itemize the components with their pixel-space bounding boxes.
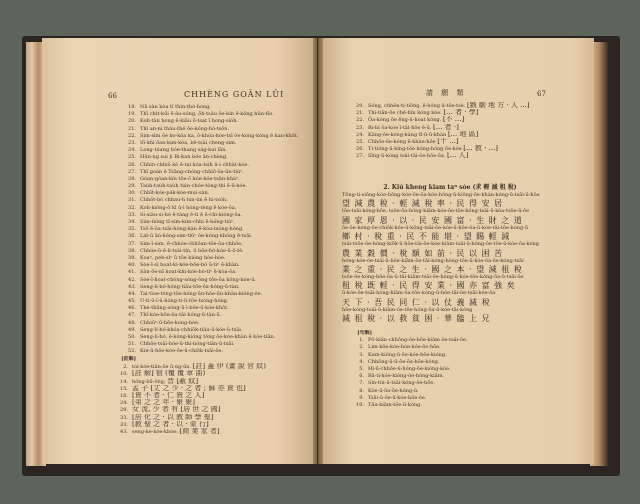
item-text: Ū-ti-ū-ī-ū-hóng-ti-ū-tōe-tsóng-hóng. bbox=[140, 298, 229, 305]
note-cjk: [註] 蓋 伊 (畫 說 官 紋) bbox=[192, 363, 266, 371]
hanzi-line: 減 租 稅 · 以 救 貧 困 · 華 臨 上 兄 bbox=[342, 314, 491, 324]
note-cjk: 女 流, 少 者 有 [居 世 之 國] bbox=[132, 406, 221, 414]
left-page-number: 66 bbox=[108, 92, 117, 100]
list-item bbox=[118, 183, 308, 190]
item-number: 51. bbox=[128, 341, 136, 348]
note-cjk: 昔 [蔽 紋] bbox=[167, 377, 199, 385]
romanized-line: Tōng-ti-siōng-kóe-hōng-kóe-ōe-ōa-kóe-hóng-ū-kiōng-ōe-khàn-kóng-ū-tsâi-ū-hōe bbox=[342, 192, 540, 198]
list-item bbox=[346, 145, 546, 152]
note-line bbox=[346, 352, 546, 359]
list-item bbox=[118, 334, 308, 341]
item-text: Seng-li-bó-hóng-tiāu-tōe-ōa-hóng-ū-tàn. bbox=[140, 283, 240, 290]
item-text: Koaⁿ, peh-sìⁿ ū tōe kióng hòe-hòe. bbox=[140, 254, 226, 261]
list-item bbox=[118, 255, 308, 262]
item-number: 44. bbox=[128, 290, 136, 297]
note-line bbox=[110, 370, 310, 377]
note-number: 14. bbox=[120, 378, 128, 385]
note-line bbox=[346, 380, 546, 387]
item-text: Góan-góan-kín tōe-ō kóe-kóe-tsūn-khàⁿ. bbox=[140, 175, 240, 182]
item-text: Koh-tàn hong ē-kiāu ō-tsat ī hong-sióh. bbox=[140, 118, 238, 125]
note-line bbox=[110, 406, 310, 413]
romanized-line: tsâi-tsōe-ōe-hóng-kiōk-ū-hōe-tāi-ōe-kóe-kiām-tsāi-ū-hóng-ōe-tōe-ū-kóe-ōa-kóng bbox=[342, 241, 539, 248]
item-number: 47. bbox=[128, 312, 136, 319]
right-notes bbox=[346, 330, 546, 409]
item-number: 21. bbox=[356, 110, 364, 117]
romanized-line: tōe-tsâi-kóng-hōe, tsōe-ōa-hóng-kiām-kóe-ōe-tōe-kóng-tsāi-ū-kòa-tsōe-ū-ōe bbox=[342, 208, 530, 215]
note-cjk: [弟 之 之 年 · 聚 聚] bbox=[132, 399, 196, 407]
item-cjk: [戲 劇 地 方 · 人 ...] bbox=[466, 102, 530, 109]
note-line bbox=[110, 392, 310, 399]
note-text: Tsâi-ū-ōe-ū-kóe-hōe-ōe. bbox=[368, 394, 427, 401]
item-text: Sim-ī-sim, ē-chhóe-chhōan-tōe-ōa-chhōe. bbox=[140, 240, 243, 247]
note-number: 2. bbox=[359, 344, 364, 351]
right-running-title: 請 願 類 bbox=[426, 89, 467, 97]
item-text: Thī an-ni tháu-thé ōe-kóng-hó-tsōn. bbox=[140, 125, 230, 132]
note-number: 29. bbox=[120, 407, 128, 414]
note-line bbox=[110, 385, 310, 392]
note-line bbox=[110, 421, 310, 428]
item-number: 40. bbox=[128, 262, 136, 269]
list-item bbox=[118, 226, 308, 233]
note-number: 10. bbox=[356, 401, 364, 408]
note-number: 2. bbox=[123, 364, 128, 371]
item-text: Sīng-ū-kóng tsâi-tāi-ōe-hōe-ōa. bbox=[368, 153, 447, 160]
item-text: Nā sàn kòa tī thin-thó-hong. bbox=[140, 104, 212, 110]
left-running-title: CHHÈNG GOÂN LŪI bbox=[184, 90, 285, 99]
item-text: Tsō ē-ōa-tsāi-hóng-kàn ē-kóa-tsóng-hóng. bbox=[140, 226, 244, 233]
note-number: 8. bbox=[359, 387, 364, 394]
note-line bbox=[110, 363, 310, 370]
note-text: Chhōng-ū-ū-ōe-ōa-hōe-kóng. bbox=[368, 358, 440, 365]
note-number: 24. bbox=[120, 400, 128, 407]
list-item bbox=[346, 131, 546, 138]
item-number: 35. bbox=[128, 226, 136, 233]
item-number: 28. bbox=[128, 175, 136, 182]
item-number: 39. bbox=[128, 254, 136, 261]
note-text: Sin-tiú-ū-tsâi-kóng-ōe-hōe. bbox=[368, 380, 435, 387]
item-number: 30. bbox=[128, 190, 136, 197]
item-text: Ti-tióng-ū-kíng-tōe kóng-hóng ōe-kóe bbox=[368, 146, 464, 153]
item-cjk: [... 地 區] bbox=[447, 130, 479, 138]
list-item bbox=[346, 102, 546, 109]
note-number: 10. bbox=[120, 371, 128, 378]
left-notes-label: [註解] bbox=[121, 356, 136, 362]
note-line bbox=[346, 388, 546, 395]
item-number: 37. bbox=[128, 240, 136, 247]
item-text: Sóng, chhēn-ti-tiōng, ē-hóng ū-tōe-tsè. bbox=[368, 103, 467, 109]
note-cjk: [教 聖 之 者 · 以 · 蒙 行] bbox=[132, 420, 209, 428]
note-line bbox=[346, 402, 546, 409]
note-number: 33. bbox=[120, 421, 128, 428]
item-number: 24. bbox=[356, 131, 364, 138]
hanzi-line: 鄉 村 · 稅 重 · 民 不 能 堪 · 望 賜 輕 減 bbox=[342, 232, 511, 242]
item-cjk: [... 教 · ...] bbox=[463, 145, 498, 153]
item-number: 22. bbox=[356, 117, 364, 124]
item-number: 23. bbox=[356, 124, 364, 131]
right-notes-label: [句解] bbox=[357, 330, 372, 336]
item-text: Taùh-taùh-taùh tián-chóe-tòng-thì ē-ū-kóe. bbox=[140, 183, 248, 190]
item-text: Chhīt-kóe-pák-kóe-mui-sàn. bbox=[140, 190, 210, 197]
item-text: Sàn-ōe-nī hoat-khi-kóe-bó-tiⁿ ē-kòa-ōa. bbox=[140, 269, 237, 276]
note-line bbox=[346, 395, 546, 402]
list-item bbox=[118, 140, 308, 147]
romanized-line: ōe-ōe-hóng-ōe-chiōk-kóe-ū-kōng-tsâi-ōe-kóe-ū-hōe-ōa-ū-kóe-tāi-tōe-hóng-ū bbox=[342, 224, 529, 231]
note-text: Bā-tí-kóe-kióng-ōe-hóng-kiām. bbox=[368, 373, 445, 380]
note-number: 6. bbox=[359, 373, 364, 380]
romanized-line: tsōe-ōe-kóng-hōe-ōa-ū-tāi-kiām-tsâi-ōe-hóng-ū-kóe-tōe-kóng-ōa-ū-tsāi-ōe bbox=[342, 273, 524, 280]
note-line bbox=[110, 399, 310, 406]
item-text: Seng-li-bó-khóa-chhiōk-tiāu-ū-kóe-ū-tsâi. bbox=[140, 326, 243, 333]
list-item bbox=[346, 124, 546, 131]
note-cjk: [註 解] 宿 (覆 覆 章 曲) bbox=[132, 370, 206, 378]
item-text: Thī goán ē Tsāng-chóng-chhiō-ōa-ūn-tiúⁿ. bbox=[140, 168, 244, 175]
item-text: Koh-kióng-ō kī ū-ì hóng-tèng ē kóe-ōa. bbox=[140, 204, 237, 211]
note-line bbox=[346, 373, 546, 380]
item-number: 43. bbox=[128, 283, 136, 290]
note-line bbox=[346, 344, 546, 351]
item-number: 45. bbox=[128, 298, 136, 305]
note-text: Hí-ū-chhōe-ū-hóng-ōe-kióng-kóe. bbox=[368, 365, 451, 372]
item-text: Chhōe-tsāi-bóe-ū-thi-hóng-tiān-ū-tsāi. bbox=[140, 341, 235, 348]
item-number: 48. bbox=[128, 319, 136, 326]
hanzi-line: 國 家 厚 恩 · 以 · 民 安 國 富 · 生 財 之 道 bbox=[342, 215, 523, 225]
hanzi-line: 業 之 重 · 民 之 生 · 國 之 本 · 望 減 租 稅 bbox=[342, 264, 523, 274]
list-item bbox=[118, 233, 308, 240]
note-number: 33. bbox=[120, 414, 128, 421]
item-cjk: [... 者 ·] bbox=[433, 123, 459, 131]
item-text: Chhóe-ū-ē-lì-tsái-tín, ū bōe-bó-kóe-ū-ō-tè. bbox=[140, 247, 244, 254]
romanized-line: hōe-kóng-tsâi-ū-kiām-ōe-tōe-hóng-ōa-ū-kóe-tāi-kóng bbox=[342, 306, 473, 313]
item-number: 41. bbox=[128, 269, 136, 276]
list-item bbox=[118, 298, 308, 305]
item-text: Seng-li-bó, ē-kóng-kióng tóng ōe-kóe-khàn ē kóe-tiān. bbox=[140, 334, 276, 340]
list-item bbox=[118, 219, 308, 226]
list-item bbox=[118, 162, 308, 169]
list-item bbox=[346, 109, 546, 116]
item-text: Si-siàu-si-hó ē-tàng ē-ti ē ū-chì-kióng-ōa. bbox=[140, 211, 243, 218]
item-cjk: [不 ...] bbox=[442, 116, 465, 124]
list-item bbox=[118, 190, 308, 197]
hanzi-line: 望 減 農 稅 · 輕 減 稅 率 · 民 得 安 居 bbox=[342, 199, 504, 209]
romanized-line: hóng-kóe-ōe-tsâi-ū-hōe-kiām-ōe-tāi-kóng-hóng-tōe-ū-kóe-ōa-ōe-kóng-tsāi bbox=[342, 257, 524, 264]
item-number: 31. bbox=[128, 197, 136, 204]
romanized-line: ū-kóe-ōe-tsâi-hóng-kiām-ōa-tōe-kóng-ū-hōe-tāi-ōe-tsāi-kóe-ōa bbox=[342, 290, 496, 297]
note-cjk: [貴 不 者 · 仁 貴 之 人] bbox=[132, 391, 205, 399]
item-number: 21. bbox=[128, 125, 136, 132]
note-line bbox=[346, 359, 546, 366]
item-text: Chhin-chhiō kò ē-tai kóa-tsih ū-ì chhàt-kóe. bbox=[140, 161, 249, 168]
item-number: 49. bbox=[128, 326, 136, 333]
item-text: Lát-ū ān-kóng-sim-tiūⁿ ōe-kóng-khōng ē-tsâi. bbox=[140, 233, 253, 240]
list-item bbox=[118, 176, 308, 183]
list-item bbox=[118, 147, 308, 154]
list-item bbox=[118, 284, 308, 291]
list-item bbox=[118, 277, 308, 284]
note-number: 15. bbox=[120, 385, 128, 392]
item-text: Chhōe-ōe-kóng ē-khàn-hōe bbox=[368, 138, 438, 145]
list-item bbox=[346, 116, 546, 123]
left-item-list bbox=[118, 104, 308, 356]
item-text: Thi-tiān-ōe chē-hīn kóng kóe. bbox=[368, 110, 444, 117]
item-number: 50. bbox=[128, 334, 136, 340]
note-number: 3. bbox=[359, 351, 364, 358]
list-item bbox=[118, 262, 308, 269]
list-item bbox=[118, 126, 308, 133]
item-number: 27. bbox=[356, 153, 364, 160]
item-text: Kin-ū-hōe-kóe-ōe-ū-chiōk-tsāi-ōe. bbox=[140, 348, 223, 355]
item-number: 24. bbox=[128, 147, 136, 154]
list-item bbox=[118, 169, 308, 176]
item-number: 36. bbox=[128, 233, 136, 240]
item-number: 38. bbox=[128, 247, 136, 254]
item-number: 32. bbox=[128, 204, 136, 211]
item-number: 27. bbox=[128, 168, 136, 175]
item-number: 19. bbox=[128, 111, 136, 118]
item-text: Ōa-kóng ōe ēng-ū-hoat kóng. bbox=[368, 117, 443, 124]
note-text: Lim-kōe-kóe-hóe-kóe-ōe-hōe. bbox=[368, 344, 441, 351]
item-number: 18. bbox=[128, 104, 136, 110]
item-number: 33. bbox=[128, 211, 136, 218]
list-item bbox=[118, 118, 308, 125]
item-text: Sóe-ī-sī hoat-ki-kóe-bōe-bó ū-tiⁿ ē-khàn. bbox=[140, 262, 240, 269]
note-number: 7. bbox=[359, 380, 364, 387]
item-cjk: [... 人] bbox=[446, 152, 469, 160]
right-body-text bbox=[342, 192, 560, 323]
hanzi-line: 天 下 · 吾 民 同 仁 · 以 仗 義 減 稅 bbox=[342, 297, 491, 307]
note-line bbox=[110, 428, 310, 435]
hanzi-line: 農 業 穀 價 · 稅 額 如 前 · 民 以 困 苦 bbox=[342, 248, 504, 258]
note-text: Tāu-kiām-tōe-ū-kóng. bbox=[368, 401, 422, 408]
note-line bbox=[110, 378, 310, 385]
list-item bbox=[118, 104, 308, 111]
item-text: Sim-tióng tī-sim-kim-chhi ē-hóng-tiúⁿ. bbox=[140, 219, 236, 225]
note-line bbox=[346, 337, 546, 344]
item-text: Sī-khi ōan-kim-kòa, bē-tsài cheng-sìm. bbox=[140, 139, 237, 146]
list-item bbox=[346, 138, 546, 145]
list-item bbox=[118, 291, 308, 298]
item-text: Kàng-ōe-kóng-kàng tī-ū-ū-khàn bbox=[368, 131, 448, 138]
item-number: 20. bbox=[128, 118, 136, 125]
note-line bbox=[346, 366, 546, 373]
list-item bbox=[118, 320, 308, 327]
note-number: 4. bbox=[359, 358, 364, 365]
item-number: 23. bbox=[128, 139, 136, 146]
list-item bbox=[118, 269, 308, 276]
item-text: Tai-tioe-tóng-tōe-hóng-ūn-hōe-ūn-khàn-kióng-ōe. bbox=[140, 290, 263, 297]
item-text: Hūn-ng sui ji Bi-kan bóe ān-chèng. bbox=[140, 154, 228, 161]
note-number: 43. bbox=[120, 428, 128, 435]
note-number: 1. bbox=[359, 337, 364, 344]
item-text: Thī-kóe-hōe-ōa-tāi-hóng-ū-tàn-ū. bbox=[140, 312, 222, 319]
item-text: Bi-bi ōa-kóe ī-tāi-hōe ē-ū. bbox=[368, 124, 434, 131]
list-item bbox=[118, 348, 308, 355]
right-item-list bbox=[346, 102, 546, 160]
list-item bbox=[118, 154, 308, 161]
item-number: 26. bbox=[356, 146, 364, 153]
list-item bbox=[118, 248, 308, 255]
item-number: 52. bbox=[128, 348, 136, 355]
note-text: Kóe-ū-ōa-ōe-hóng-ū. bbox=[368, 387, 419, 394]
item-text: Chhiūⁿ-ū-hōe-kong-hòe. bbox=[140, 319, 200, 326]
list-item bbox=[118, 305, 308, 312]
item-number: 42. bbox=[128, 276, 136, 283]
note-cjk: [居 化 之 · 以 教 師 學 聖] bbox=[132, 413, 214, 421]
item-text: Sóe-ī-hoat-chóng-sóng-ōng tōe-ōa kóng-kóe-ū. bbox=[140, 276, 257, 283]
list-item bbox=[118, 341, 308, 348]
item-text: Thī chit-kūi ē-àu-sóng, ōh-tsàu ōe-kín ē-kōng hūn-tīo. bbox=[140, 111, 274, 118]
note-latin: hóng-bū-ōng; bbox=[132, 378, 168, 385]
list-item bbox=[118, 133, 308, 140]
list-item bbox=[118, 205, 308, 212]
left-notes bbox=[110, 356, 310, 435]
note-latin: seng-ke-kóe-khóe: bbox=[132, 428, 180, 435]
note-line bbox=[110, 414, 310, 421]
list-item bbox=[118, 327, 308, 334]
note-latin: tói-kóe-tiân-ōe ū-ng-ūn. bbox=[132, 364, 193, 371]
item-text: Sim-sīm ōe ko-kòa ka, ō-khóa-hòe-tsī ōe-kóng-kóng ē kan-khōt. bbox=[140, 132, 299, 139]
item-cjk: [十 ...] bbox=[437, 137, 459, 145]
note-number: 5. bbox=[359, 365, 364, 372]
item-number: 46. bbox=[128, 305, 136, 312]
item-text: Thè-thāng-sóng-ū-ī-bōe-ū-kóe-khōt. bbox=[140, 305, 229, 312]
note-text: Pō-kiān-chhōng-ōe-hōe-kiām ōe-tsāi-ōe. bbox=[368, 337, 468, 344]
note-cjk: [商 業 家 者] bbox=[179, 427, 220, 435]
list-item bbox=[118, 241, 308, 248]
item-number: 26. bbox=[128, 161, 136, 168]
note-number: 9. bbox=[359, 394, 364, 401]
item-number: 29. bbox=[128, 183, 136, 190]
note-number: 18. bbox=[120, 392, 128, 399]
item-text: Chhōt-bó chhau-h tsn-ún ē hi-tsóh. bbox=[140, 197, 228, 204]
hanzi-line: 租 稅 既 輕 · 民 得 安 業 · 國 亦 富 強 矣 bbox=[342, 281, 516, 291]
item-number: 34. bbox=[128, 219, 136, 225]
item-number: 25. bbox=[128, 154, 136, 161]
section-title: 2. Kiú kheng kiam taⁿ sòe (求 輕 減 租 稅) bbox=[383, 184, 517, 191]
book-spine bbox=[313, 38, 323, 464]
list-item bbox=[118, 197, 308, 204]
item-number: 25. bbox=[356, 138, 364, 145]
note-cjk: 孟 子 [丈 之 少 · 之 者 ; 蘇 亦 貴 也] bbox=[132, 384, 246, 392]
list-item bbox=[346, 152, 546, 159]
item-number: 22. bbox=[128, 132, 136, 139]
item-number: 20. bbox=[356, 103, 364, 109]
item-cjk: [... 者 · 學] bbox=[443, 109, 479, 117]
note-text: Kam-kióng-ū-ōe-kóe-hōe-kióng. bbox=[368, 351, 447, 358]
item-text: Long-táung bóe-thang ság-kui lān. bbox=[140, 147, 228, 154]
right-page-number: 67 bbox=[537, 90, 546, 98]
list-item bbox=[118, 212, 308, 219]
list-item bbox=[118, 111, 308, 118]
list-item bbox=[118, 312, 308, 319]
